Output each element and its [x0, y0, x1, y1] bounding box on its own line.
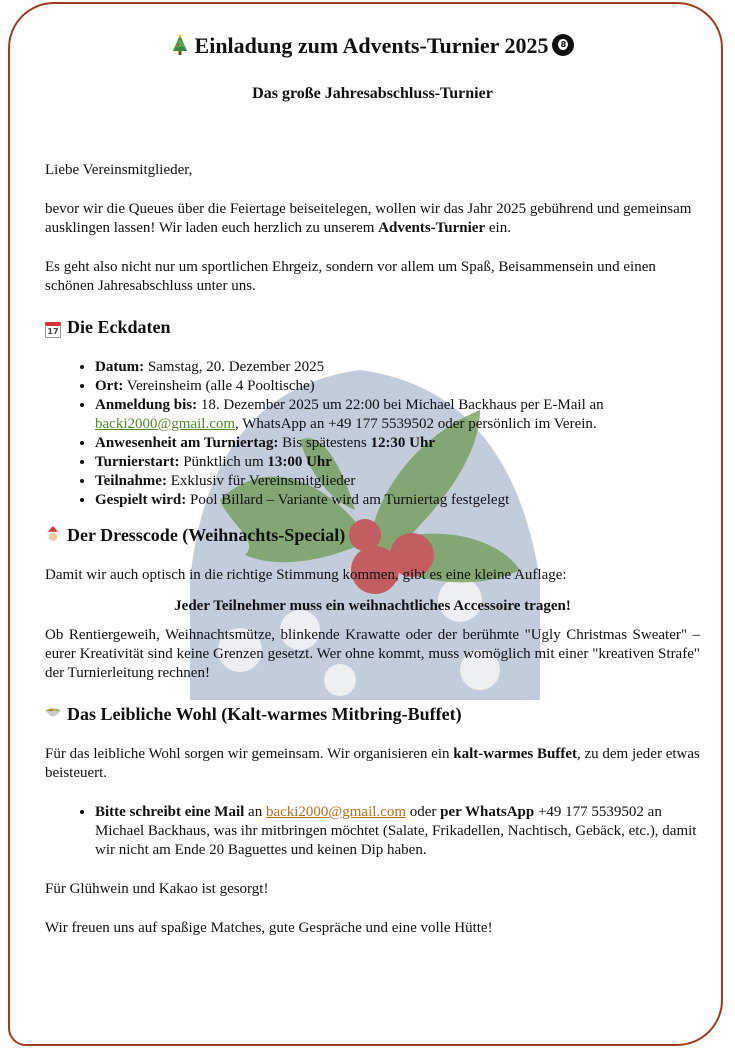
email-link[interactable]: backi2000@gmail.com [95, 416, 236, 432]
food-list [45, 803, 700, 860]
intro-paragraph: bevor wir die Queues über die Feiertage beiseitelegen, wollen wir das Jahr 2025 gebührend und gemeinsam ausklingen lassen! Wir laden euch herzlich zu unserem Advents-Turnier ein. [45, 201, 692, 236]
list-item: • Gespielt wird: Pool Billard – Variante wird am Turniertag festgelegt [95, 491, 700, 510]
intro-paragraph-2: Es geht also nicht nur um sportlichen Ehrgeiz, sondern vor allem um Spaß, Beisammensein und einen schönen Jahresabschluss unter uns. [45, 259, 656, 294]
title-text: Einladung zum Advents-Turnier 2025 [194, 33, 549, 58]
bowl-icon [45, 706, 61, 720]
eckdaten-list [45, 358, 700, 510]
dresscode-paragraph-2: Ob Rentiergeweih, Weihnachtsmütze, blinkende Krawatte oder der berühmte "Ugly Christmas Sweater" – eurer Kreativität sind keine Grenzen gesetzt. Wer ohne kommt, muss womöglich mit einer "kreativen Strafe" der Turnierleitung rechnen! [45, 627, 700, 681]
dresscode-rule: Jeder Teilnehmer muss ein weihnachtliches Accessoire tragen! [174, 598, 571, 614]
page-title [45, 30, 700, 62]
closing-line: Wir freuen uns auf spaßige Matches, gute Gespräche und eine volle Hütte! [45, 920, 493, 936]
subtitle: Das große Jahresabschluss-Turnier [252, 85, 493, 102]
santa-icon [45, 525, 61, 543]
greeting: Liebe Vereinsmitglieder, [45, 162, 193, 178]
dresscode-paragraph: Damit wir auch optisch in die richtige Stimmung kommen, gibt es eine kleine Auflage: [45, 567, 567, 583]
list-item: • Ort: Vereinsheim (alle 4 Pooltische) [95, 377, 700, 396]
list-item: • Anwesenheit am Turniertag: Bis spätestens 12:30 Uhr [95, 434, 700, 453]
list-item: • Teilnahme: Exklusiv für Vereinsmitglieder [95, 472, 700, 491]
list-item: • Bitte schreibt eine Mail an backi2000@gmail.com oder per WhatsApp +49 177 5539502 an Michael Backhaus, was ihr mitbringen möchtet (Salate, Frikadellen, Nachtisch, Gebäck, etc.), damit wir nicht am Ende 20 Baguettes und keinen Dip haben. [95, 803, 700, 860]
list-item: • Datum: Samstag, 20. Dezember 2025 [95, 358, 700, 377]
email-link[interactable]: backi2000@gmail.com [265, 804, 406, 820]
gluehwein-note: Für Glühwein und Kakao ist gesorgt! [45, 881, 269, 897]
section-heading-food: Das Leibliche Wohl (Kalt-warmes Mitbring-Buffet) [45, 703, 700, 725]
billiard-ball-icon: 8 [552, 34, 574, 56]
invitation-content [45, 30, 700, 938]
list-item: • Anmeldung bis: 18. Dezember 2025 um 22:00 bei Michael Backhaus per E-Mail an backi2000@gmail.com, WhatsApp an +49 177 5539502 oder persönlich im Verein. [95, 396, 700, 434]
food-paragraph: Für das leibliche Wohl sorgen wir gemeinsam. Wir organisieren ein kalt-warmes Buffet, zu dem jeder etwas beisteuert. [45, 746, 700, 781]
section-heading-dresscode: Der Dresscode (Weihnachts-Special) [45, 524, 700, 546]
section-heading-eckdaten: 17 Die Eckdaten [45, 316, 700, 338]
christmas-tree-icon [171, 34, 189, 56]
calendar-icon: 17 [45, 322, 61, 338]
list-item: • Turnierstart: Pünktlich um 13:00 Uhr [95, 453, 700, 472]
